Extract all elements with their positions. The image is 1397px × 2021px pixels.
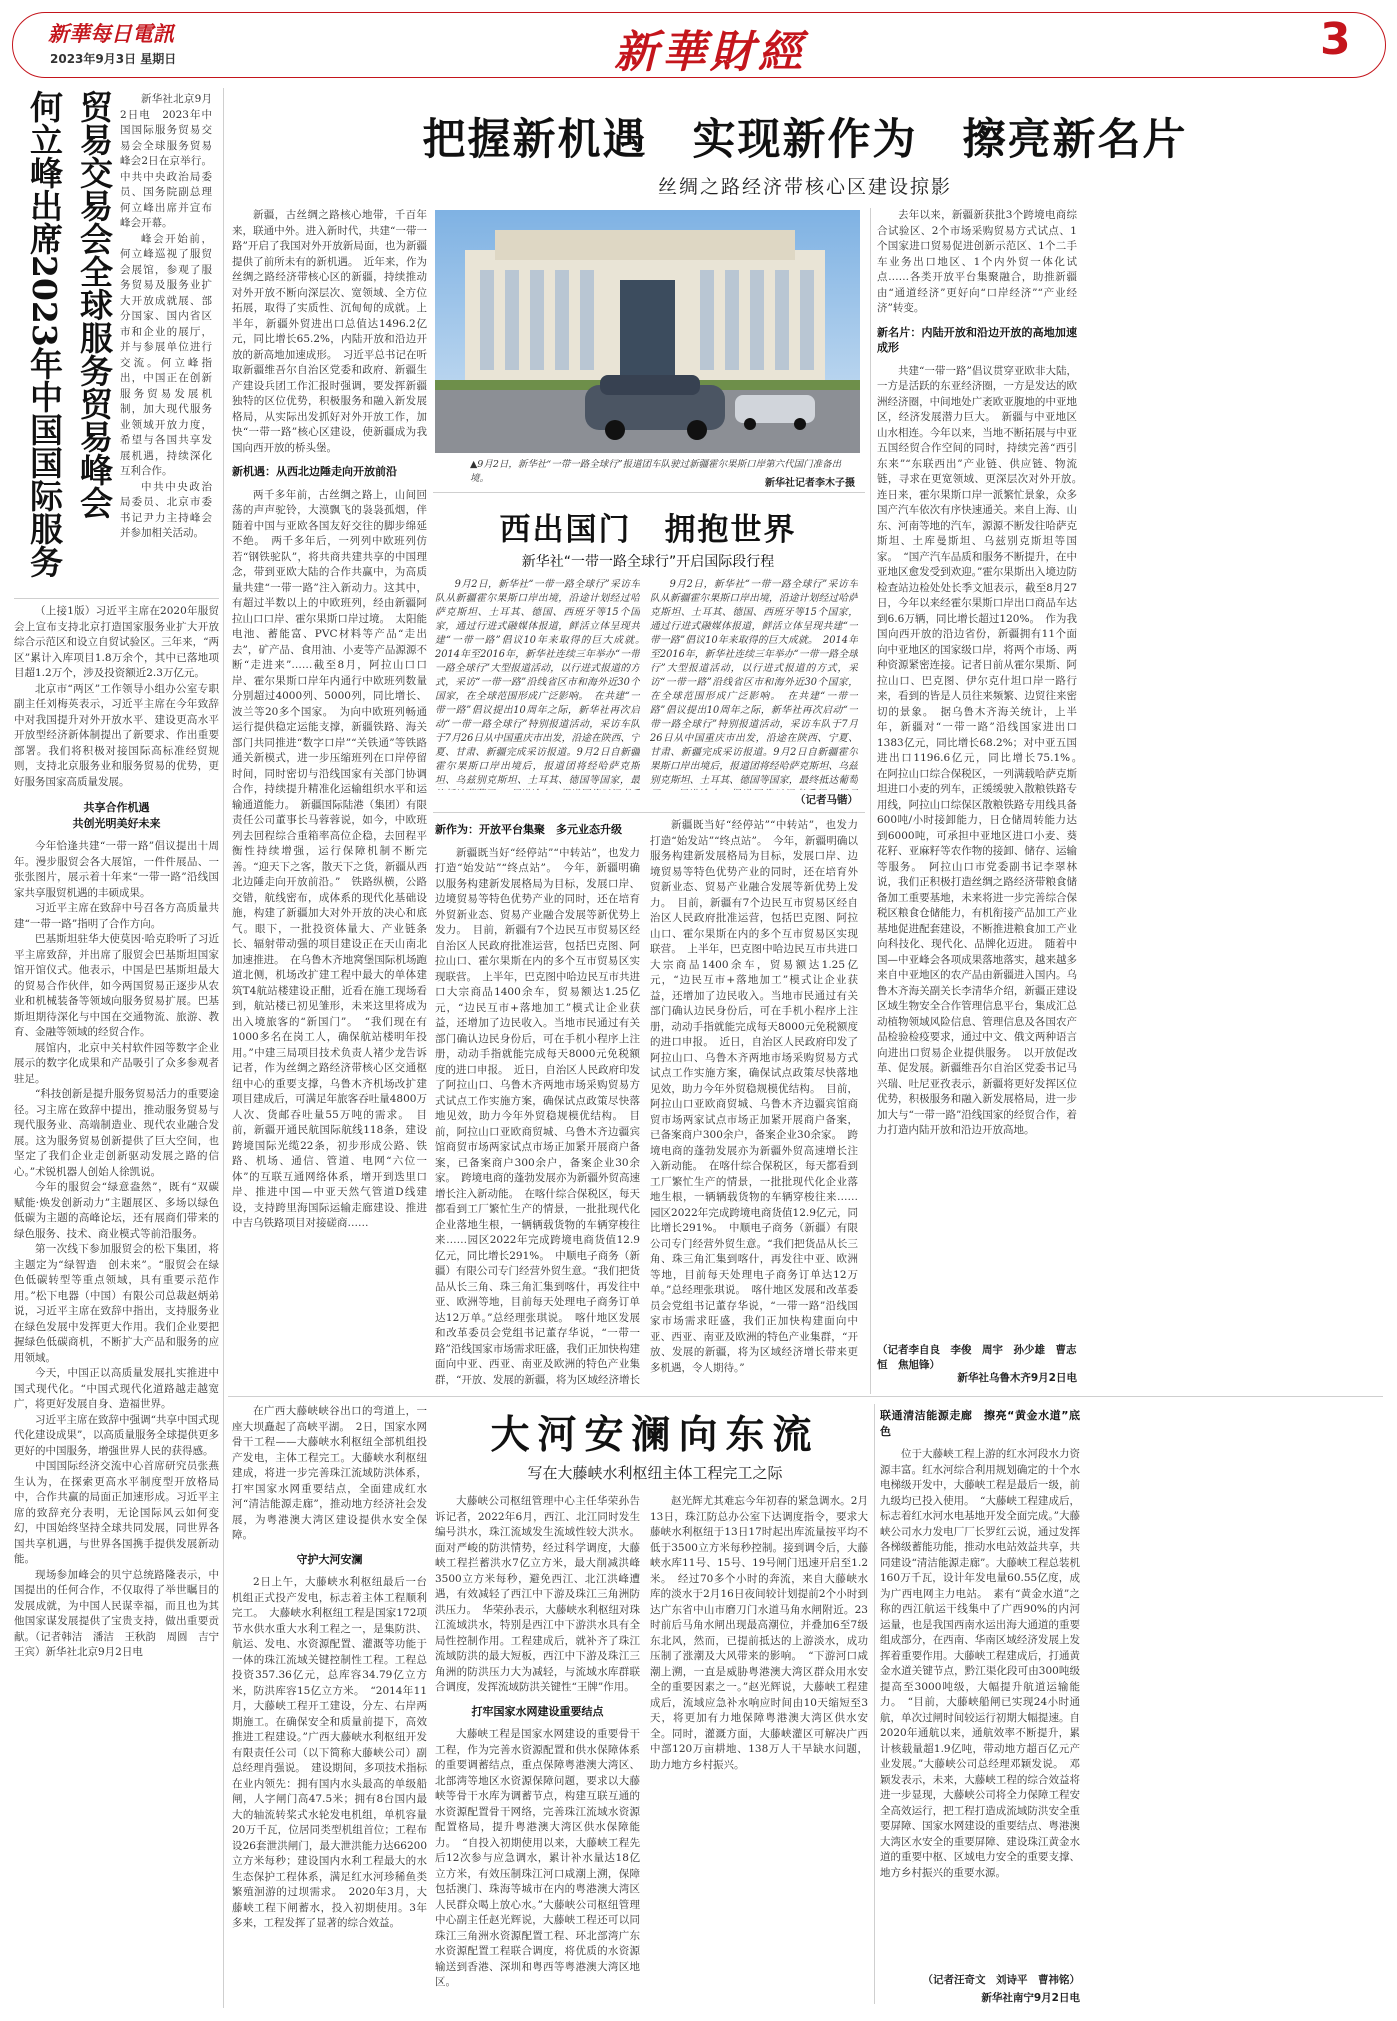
- left-story-para: 北京市“两区”工作领导小组办公室专职副主任刘梅英表示，习近平主席在今年致辞中对我国提升对外开放水平、建设更高水平开放型经济新体制提出了新要求、作出重要部署。我们将积极对接国际高标准经贸规则，支持北京服务业和服务贸易的优势，更好服务国家高质量发展。: [14, 682, 219, 788]
- feature2-subhead: 新作为：开放平台集聚 多元业态升级: [435, 823, 622, 836]
- left-story-para: 巴基斯坦驻华大使莫因·哈克聆听了习近平主席致辞，并出席了服贸会巴基斯坦国家馆开馆仪式。他表示，中国是巴基斯坦最大的贸易合作伙伴，如今两国贸易正逐步从农业和机械装备等领域向服务贸易扩展。巴基斯坦期待深化与中国在交通物流、旅游、教育、金融等领域的经贸合作。: [14, 933, 219, 1038]
- divider: [14, 598, 219, 599]
- left-story-para: 现场参加峰会的贝宁总统路隆表示，中国提出的任何合作，不仅取得了举世瞩目的发展成就，为中国人民谋幸福，而且也为其他国家谋发展提供了宝贵支持，做出重要贡献。（记者韩洁 潘洁 王秋韵 周圆 吉宁 王宾）新华社北京9月2日电: [14, 1568, 219, 1658]
- side-story-para: 峰会开始前，何立峰巡视了服贸会展馆，参观了服务贸易及服务业扩大开放成就展、部分国家、国内省区市和企业的展厅，并与参展单位进行交流。何立峰指出，中国正在创新服务贸易发展机制，加大现代服务业领域开放力度，希望与各国共享发展机遇，持续深化互利合作。: [120, 232, 212, 477]
- feature3-col2: [435, 1494, 640, 2006]
- feature3-para: 在广西大藤峡峡谷出口的弯道上，一座大坝矗起了高峡平湖。 2日，国家水网骨干工程——大藤峡水利枢纽全部机组投产发电，主体工程完工。大藤峡水利枢纽建成，将进一步完善珠江流域防洪体系，打牢国家水网重要结点，全面建成红水河“清洁能源走廊”，推动地方经济社会发展，为粤港澳大湾区建设提供水安全保障。: [232, 1405, 427, 1541]
- left-story-subhead: 共创光明美好未来: [72, 816, 161, 830]
- feature1-para: 共建“一带一路”倡议贯穿亚欧非大陆，一方是活跃的东亚经济圈，一方是发达的欧洲经济圈，中间地处广袤欧亚腹地的中亚地区，经济发展潜力巨大。 新疆与中亚地区山水相连。今年以来，当地不断拓展与中亚五国经贸合作空间的同时，持续完善“西引东来”“东联西出”产业链、供应链、物流链，寻求在更宽领域、更深层次对外开放。 连日来，霍尔果斯口岸一派繁忙景象，众多国产汽车依次有序快速通关。来自上海、山东、河南等地的汽车，源源不断发往哈萨克斯坦、土库曼斯坦、乌兹别克斯坦等国家。 “国产汽车品质和服务不断提升，在中亚地区愈发受到欢迎。”霍尔果斯出入境边防检查站边检处处长季文旭表示，截至8月27日，今年以来经霍尔果斯口岸出口商品车达到6.6万辆，同比增长超过120%。 作为我国向西开放的沿边省份，新疆拥有11个面向中亚地区的国家级口岸，将两个市场、两种资源紧密连接。记者日前从霍尔果斯、阿拉山口、巴克图、伊尔克什坦口岸一路行来，看到的皆是人员往来频繁、边贸往来密切的景象。 据乌鲁木齐海关统计，上半年，新疆对“一带一路”沿线国家进出口1383亿元，同比增长68.2%；对中亚五国进出口1196.6亿元，同比增长75.1%。 在阿拉山口综合保税区，一列满载哈萨克斯坦进口小麦的列车，正缓缓驶入散粮铁路专用线，阿拉山口综保区散粮铁路专用线具备600吨/小时接卸能力，日仓储周转能力达到6000吨，可承担中亚地区进口小麦、葵花籽、亚麻籽等农作物的接卸、储存、运输等服务。 阿拉山口市党委副书记李翠林说，我们正积极打造丝绸之路经济带粮食储备加工重要基地，未来将进一步完善综合保税区粮食仓储能力，有机衔接产品加工产业基地促进配套建设，不断推进粮食加工产业向科技化、现代化、品牌化迈进。 随着中国—中亚峰会各项成果落地落实，越来越多来自中亚地区的农产品由新疆进入国内。乌鲁木齐海关副关长李清华介绍，新疆正建设区域生物安全合作管理信息平台，集成汇总动植物领域风险信息、管理信息及各国农产品检验检疫要求，通过中文、俄文两种语言向进出口贸易企业提供服务。 以开放促改革、促发展。新疆维吾尔自治区党委书记马兴瑞、吐尼亚孜表示，新疆将更好发挥区位优势，积极服务和融入新发展格局，进一步加大与“一带一路”沿线国家的经贸合作，着力打造内陆开放和沿边开放高地。: [877, 364, 1077, 1136]
- divider: [228, 1396, 1383, 1397]
- left-story-para: “科技创新是提升服务贸易活力的重要途径。习主席在致辞中提出，推动服务贸易与现代服务业、高端制造业、现代农业融合发展。这为服务贸易创新提供了巨大空间，也坚定了我们企业走创新驱动发展之路的信心。”术锐机器人创始人徐凯说。: [14, 1088, 219, 1178]
- side-story-para: 中共中央政治局委员、北京市委书记尹力主持峰会并参加相关活动。: [120, 480, 212, 539]
- feature2-headline: 西出国门 拥抱世界: [499, 512, 797, 548]
- feature3-subheadline: 写在大藤峡水利枢纽主体工程完工之际: [527, 1464, 783, 1482]
- feature3-col4: [880, 1404, 1080, 1969]
- left-story-para: 第一次线下参加服贸会的松下集团，将主题定为“绿智造 创未来”。“服贸会在绿色低碳转型等重点领域，具有重要示范作用。”松下电器（中国）有限公司总裁赵炳弟说，习近平主席在致辞中指出，支持服务业在绿色发展中发挥更大作用。我们企业要把握绿色低碳商机，不断扩大产品和服务的应用领域。: [14, 1243, 219, 1364]
- side-story-lead: 新华社北京9月2日电 2023年中国国际服务贸易交易会全球服务贸易峰会2日在京举行。中共中央政治局委员、国务院副总理何立峰出席并宣布峰会开幕。: [120, 93, 212, 229]
- divider: [433, 812, 865, 813]
- feature2-col2: [435, 818, 640, 1388]
- feature2-col2-cont: [650, 818, 858, 1388]
- left-story-para: 今年恰逢共建“一带一路”倡议提出十周年。漫步服贸会各大展馆，一件件展品、一张张图片，展示着十年来“一带一路”沿线国家共享服贸机遇的丰硕成果。: [14, 840, 219, 899]
- feature3-para: 位于大藤峡工程上游的红水河段水力资源丰富。红水河综合利用规划确定的十个水电梯级开发中，大藤峡工程是最后一级，前九级均已投入使用。 “大藤峡工程建成后，标志着红水河水电基地开发全面完成。”大藤峡公司水力发电厂厂长罗红云说，通过发挥各梯级蓄能功能，推动水电站效益共享，共同建设“清洁能源走廊”。大藤峡工程总装机160万千瓦，设计年发电量60.55亿度，成为广西电网主力电站。 素有“黄金水道”之称的西江航运干线集中了广西90%的内河运量，也是我国西南水运出海大通道的重要组成部分，在西南、华南区域经济发展上发挥着重要作用。大藤峡工程建成后，打通黄金水道关键节点，黔江渠化段可由300吨级提高至3000吨级，大幅提升航道运输能力。 “目前，大藤峡船闸已实现24小时通航，单次过闸时间较运行初期大幅提速。自2020年通航以来，通航效率不断提升，累计核载量超1.9亿吨，带动地方超百亿元产业发展。”大藤峡公司总经理邓颖发说。 邓颖发表示，未来，大藤峡工程的综合效益将进一步显现，大藤峡公司将全力保障工程安全高效运行，把工程打造成流域防洪安全重要屏障、国家水网建设的重要结点、粤港澳大湾区水安全的重要屏障、建设珠江黄金水道的重要中枢、区域电力安全的重要支撑、地方乡村振兴的重要水源。: [880, 1448, 1080, 1879]
- feature3-para: 大藤峡公司枢纽管理中心主任华荣孙告诉记者，2022年6月，西江、北江同时发生编号洪水，珠江流域发生流域性较大洪水。面对严峻的防洪情势，经过科学调度，大藤峡工程拦蓄洪水7亿立方米，最大削减洪峰3500立方米每秒，避免西江、北江洪峰遭遇，有效减轻了西江中下游及珠江三角洲防洪压力。 华荣孙表示，大藤峡水利枢纽对珠江流域洪水，特别是西江中下游洪水具有全局性控制作用。工程建成后，就补齐了珠江流域防洪的最大短板，西江中下游及珠江三角洲的防洪压力大为减轻，与流域水库群联合调度，发挥流域防洪关键性“王牌”作用。: [435, 1495, 640, 1693]
- side-story-body: [120, 92, 212, 542]
- feature2-byline: （记者马锴）: [795, 794, 858, 806]
- side-story-title-1: 贸易交易会全球服务贸易峰会: [75, 90, 114, 519]
- feature2-col1-cont: [650, 578, 858, 790]
- feature3-col3: [650, 1494, 868, 2006]
- left-story-para: 今年的服贸会“绿意盎然”，既有“双碳赋能·焕发创新动力”主题展区、多场以绿色低碳为主题的高峰论坛，还有展商们带来的绿色服务、技术、商业模式等前沿服务。: [14, 1181, 219, 1240]
- feature3-subhead: 联通清洁能源走廊 擦亮“黄金水道”底色: [880, 1409, 1080, 1438]
- feature1-photo: [435, 210, 860, 453]
- side-story-title-2: 何立峰出席2023年中国国际服务: [25, 90, 64, 578]
- feature3-col1: [232, 1404, 427, 2006]
- column-rule: [870, 208, 871, 1394]
- left-story-para: 习近平主席在致辞中号召各方高质量共建“一带一路”指明了合作方向。: [14, 902, 219, 930]
- page-number: 3: [1320, 14, 1351, 65]
- paper-name: 新華每日電訊: [48, 21, 174, 46]
- feature1-dateline: 新华社乌鲁木齐9月2日电: [957, 1372, 1077, 1384]
- left-story-body: [14, 604, 219, 2004]
- left-story-subhead: 共享合作机遇: [83, 801, 150, 814]
- left-story-para: 习近平主席在致辞中强调“共享中国式现代化建设成果”，以高质量服务全球提供更多更好的中国服务，增强世界人民的获得感。: [14, 1413, 219, 1457]
- feature1-headline: 把握新机遇 实现新作为 擦亮新名片: [422, 115, 1188, 165]
- feature2-para: 新疆既当好“经停站”“中转站”，也发力打造“始发站”“终点站”。 今年，新疆明确以服务构建新发展格局为目标，发展口岸、边境贸易等特色优势产业的同时，还在培育外贸新业态、贸易产业融合发展等新优势上发力。 目前，新疆有7个边民互市贸易区经自治区人民政府批准运营，包括巴克图、阿拉山口、霍尔果斯在内的多个互市贸易区实现联营。 上半年，巴克图中哈边民互市共进口大宗商品1400余车，贸易额达1.25亿元，“边民互市+落地加工”模式让企业获益，还增加了边民收入。当地市民通过有关部门确认边民身份后，可在手机小程序上注册，动动手指就能完成每天8000元免税额度的进口申报。 近日，自治区人民政府印发了阿拉山口、乌鲁木齐两地市场采购贸易方式试点工作实施方案，确保试点政策尽快落地见效，助力今年外贸稳规模优结构。 目前，阿拉山口亚欧商贸城、乌鲁木齐边疆宾馆商贸市场两家试点市场正加紧开展商户备案，已备案商户300余户，备案企业30余家。 跨境电商的蓬勃发展亦为新疆外贸高速增长注入新动能。 在喀什综合保税区，每天都看到工厂繁忙生产的情景，一批批现代化企业落地生根，一辆辆载货物的车辆穿梭往来……园区2022年完成跨境电商货值12.9亿元，同比增长291%。 中顺电子商务（新疆）有限公司专门经营外贸生意。“我们把货品从长三角、珠三角汇集到喀什，再发往中亚、欧洲等地，目前每天处理电子商务订单达12万单。”总经理张琪说。 喀什地区发展和改革委员会党组书记董存华说，“一带一路”沿线国家市场需求旺盛，我们正加快构建面向中亚、西亚、南亚及欧洲的特色产业集群，“开放、发展的新疆，将为区域经济增长带来更多机遇，令人期待。”: [650, 819, 858, 1374]
- issue-date: 2023年9月3日 星期日: [50, 52, 177, 66]
- feature3-byline: （记者汪奇文 刘诗平 曹祎铭）: [922, 1974, 1080, 1986]
- feature1-photo-credit: 新华社记者李木子摄: [765, 478, 855, 489]
- feature1-subhead: 新机遇：从西北边陲走向开放前沿: [232, 465, 397, 478]
- feature1-col3: [877, 208, 1077, 1338]
- feature3-headline: 大河安澜向东流: [490, 1412, 820, 1458]
- port-gate-illustration: [435, 210, 860, 453]
- feature2-para: 9月2日，新华社“一带一路全球行”采访车队从新疆霍尔果斯口岸出境，沿途计划经过哈萨克斯坦、土耳其、德国、西班牙等15个国家，通过行进式融媒体报道，鲜活立体呈现共建“一带一路”倡议10年来取得的巨大成就。 2014年至2016年，新华社连续三年举办“一带一路全球行”大型报道活动，以行进式报道的方式，采访“一带一路”沿线省区市和海外近30个国家，在全球范围形成广泛影响。 在共建“一带一路”倡议提出10周年之际，新华社再次启动“一带一路全球行”特别报道活动，采访车队于7月26日从中国重庆市出发，沿途在陕西、宁夏、甘肃、新疆完成采访报道。9月2日自新疆霍尔果斯口岸出境后，报道团将经哈萨克斯坦、乌兹别克斯坦、土耳其、德国等国家，最终抵达葡萄: [650, 579, 858, 786]
- feature1-col1: [232, 208, 427, 1388]
- feature1-caption: ▲9月2日，新华社“一带一路全球行”报道团车队驶过新疆霍尔果斯口岸第六代国门准备出境。: [470, 459, 842, 484]
- feature3-subhead: 守护大河安澜: [296, 1552, 363, 1566]
- feature1-para: 两千多年前，古丝绸之路上，山间回荡的声声驼铃，大漠飘飞的袅袅孤烟，伴随着中国与亚欧各国友好交往的脚步绵延不绝。 两千多年后，一列列中欧班列仿若“钢铁驼队”，将共商共建共享的中国理念，带到亚欧大陆的合作共赢中，为高质量共建“一带一路”注入新动力。这其中，有超过半数以上的中欧班列，经由新疆阿拉山口口岸、霍尔果斯口岸过境。 太阳能电池、蓄能富、PVC材料等产品“走出去”，矿产品、食用油、小麦等产品源源不断“走进来”……截至8月，阿拉山口口岸、霍尔果斯口岸年内通行中欧班列数量分别超过4000列、5000列，同比增长、波兰等20多个国家。 为向中欧班列畅通运行提供稳定运能支撑，新疆铁路、海关部门共同推进“数字口岸”“关铁通”等铁路通关新模式，进一步压缩班列在口岸停留时间，同时密切与沿线国家有关部门协调合作，持续提升精准化运输组织水平和运输通道能力。 新疆国际陆港（集团）有限责任公司董事长马蓉蓉说，如今，中欧班列去回程综合重箱率高位企稳，去回程平衡性持续增强，运行保障机制不断完善。“迎天下之客，散天下之货，新疆从西北边陲走向开放前沿。” 铁路纵横，公路交错，航线密布，成体系的现代化基础设施，构建了新疆加大对外开放的决心和底气。眼下，一批投资体量大、产业链条长、辐射带动强的项目建设正在天山南北加速推进。 在乌鲁木齐地窝堡国际机场跑道北侧，机场改扩建工程中最大的单体建筑T4航站楼建设正酣，近看在施工现场看到，航站楼已初见雏形，未来这里将成为出入境旅客的“新国门”。 “我们现在有1000多名在岗工人，确保航站楼明年投用。”中建三局项目技术负责人褚少龙告诉记者，作为丝绸之路经济带核心区交通枢纽中心的重要支撑，乌鲁木齐机场改扩建项目建成后，可满足年旅客吞吐量4800万人次、货邮吞吐量55万吨的需求。 目前，新疆开通民航国际航线118条，建设跨境国际光缆22条，初步形成公路、铁路、机场、通信、管道、电网“六位一体”的互联互通网络体系，增开到迭里口岸、推进中国—中亚天然气管道D线建设，支持跨里海国际运输走廊建设、推进中吉乌铁路项目对接磋商……: [232, 488, 427, 1229]
- feature2-para: 9月2日，新华社“一带一路全球行”采访车队从新疆霍尔果斯口岸出境，沿途计划经过哈萨克斯坦、土耳其、德国、西班牙等15个国家，通过行进式融媒体报道，鲜活立体呈现共建“一带一路”倡议10年来取得的巨大成就。 2014年至2016年，新华社连续三年举办“一带一路全球行”大型报道活动，以行进式报道的方式，采访“一带一路”沿线省区市和海外近30个国家，在全球范围形成广泛影响。 在共建“一带一路”倡议提出10周年之际，新华社再次启动“一带一路全球行”特别报道活动，采访车队于7月26日从中国重庆市出发，沿途在陕西、宁夏、甘肃、新疆完成采访报道。9月2日自新疆霍尔果斯口岸出境后，报道团将经哈萨克斯坦、乌兹别克斯坦、土耳其、德国等国家，最: [435, 579, 640, 786]
- feature2-subheadline: 新华社“一带一路全球行”开启国际段行程: [521, 554, 775, 570]
- feature3-para: 大藤峡工程是国家水网建设的重要骨干工程，作为完善水资源配置和供水保障体系的重要调蓄结点，重点保障粤港澳大湾区、北部湾等地区水资源保障问题，要求以大藤峡等骨干水库为调蓄节点，构建互联互通的水资源配置骨干网络，完善珠江流域水资源配置格局，提升粤港澳大湾区供水保障能力。 “自投入初期使用以来，大藤峡工程先后12次参与应急调水，累计补水量达18亿立方米，有效压制珠江河口咸潮上溯，保障包括澳门、珠海等城市在内的粤港澳大湾区人民群众喝上放心水。”大藤峡公司枢纽管理中心副主任赵光辉说，大藤峡工程还可以同珠江三角洲水资源配置工程、环北部湾广东水资源配置工程联合调度，将优质的水资源输送到香港、深圳和粤西等粤港澳大湾区地区。: [435, 1728, 640, 1988]
- feature2-para: 新疆既当好“经停站”“中转站”，也发力打造“始发站”“终点站”。 今年，新疆明确以服务构建新发展格局为目标，发展口岸、边境贸易等特色优势产业的同时，还在培育外贸新业态、贸易产业融合发展等新优势上发力。 目前，新疆有7个边民互市贸易区经自治区人民政府批准运营，包括巴克图、阿拉山口、霍尔果斯在内的多个互市贸易区实现联营。 上半年，巴克图中哈边民互市共进口大宗商品1400余车，贸易额达1.25亿元，“边民互市+落地加工”模式让企业获益，还增加了边民收入。当地市民通过有关部门确认边民身份后，可在手机小程序上注册，动动手指就能完成每天8000元免税额度的进口申报。 近日，自治区人民政府印发了阿拉山口、乌鲁木齐两地市场采购贸易方式试点工作实施方案，确保试点政策尽快落地见效，助力今年外贸稳规模优结构。 目前，阿拉山口亚欧商贸城、乌鲁木齐边疆宾馆商贸市场两家试点市场正加紧开展商户备案，已备案商户300余户，备案企业30余家。 跨境电商的蓬勃发展亦为新疆外贸高速增长注入新动能。 在喀什综合保税区，每天都看到工厂繁忙生产的情景，一批批现代化企业落地生根，一辆辆载货物的车辆穿梭往来……园区2022年完成跨境电商货值12.9亿元，同比增长291%。 中顺电子商务（新疆）有限公司专门经营外贸生意。“我们把货品从长三角、珠三角汇集到喀什，再发往中亚、欧洲等地，目前每天处理电子商务订单达12万单。”总经理张琪说。 喀什地区发展和改革委员会党组书记董存华说，“一带一路”沿线国家市场需求旺盛，我们正加快构建面向中亚、西亚、南亚及欧洲的特色产业集群，“开放、发展的新疆，将为区域经济增长: [435, 846, 640, 1386]
- left-story-para: 展馆内，北京中关村软件园等数字企业展示的数字化成果和产品吸引了众多参观者驻足。: [14, 1041, 219, 1085]
- feature3-para: 2日上午，大藤峡水利枢纽最后一台机组正式投产发电，标志着主体工程顺利完工。 大藤峡水利枢纽工程是国家172项节水供水重大水利工程之一，是集防洪、航运、发电、水资源配置、灌溉等功能于一体的珠江流域关键控制性工程。工程总投资357.36亿元，总库容34.79亿立方米，防洪库容15亿立方米。 “2014年11月，大藤峡工程开工建设，分左、右岸两期施工。在确保安全和质量前提下，高效推进工程建设。”广西大藤峡水利枢纽开发有限责任公司（以下简称大藤峡公司）副总经理肖强说。 建设期间，多项技术指标在业内领先：拥有国内水头最高的单级船闸，人字闸门高47.5米；拥有8台国内最大的轴流转桨式水轮发电机组，单机容量20万千瓦，位居同类型机组首位；工程布设26套泄洪闸门，最大泄洪能力达66200立方米每秒；建设国内水利工程最大的水生态保护工程体系，满足红水河珍稀鱼类繁殖洄游的过坝需求。 2020年3月，大藤峡工程下闸蓄水，投入初期使用。3年多来，工程发挥了显著的综合效益。: [232, 1576, 427, 1929]
- feature3-para: 赵光辉尤其难忘今年初春的紧急调水。2月13日，珠江防总办公室下达调度指令，要求大藤峡水利枢纽于13日17时起出库流量按平均不低于3500立方米每秒控制。接到调令后，大藤峡水库11号、15号、19号闸门迅速开启至1.2米。 经过70多个小时的奔流，来自大藤峡水库的淡水于2月16日夜间较计划提前2个小时到达广东省中山市磨刀门水道马角水闸附近。23时前后马角水闸出现最高潮位，并叠加6至7级东北风，然而，已提前抵达的上游淡水，成功压制了涨潮及大风带来的影响。 “下游河口咸潮上溯，一直是威胁粤港澳大湾区群众用水安全的重要因素之一。”赵光辉说，大藤峡工程建成后，流域应急补水响应时间由10天缩短至3天，将更加有力地保障粤港澳大湾区供水安全。同时，灌溉方面，大藤峡灌区可解决广西中部120万亩耕地、138万人干旱缺水问题，助力地方乡村振兴。: [650, 1495, 868, 1771]
- feature1-para: 新疆，古丝绸之路核心地带，千百年来，联通中外。进入新时代，共建“一带一路”开启了我国对外开放新局面，也为新疆提供了前所未有的新机遇。 近年来，作为丝绸之路经济带核心区的新疆，持续推动对外开放不断向深层次、宽领域、全方位拓展，取得了实质性、沉甸甸的成就。上半年，新疆外贸进出口总值达1496.2亿元，同比增长65.2%，内陆开放和沿边开放的新高地加速成形。 习近平总书记在听取新疆维吾尔自治区党委和政府、新疆生产建设兵团工作汇报时强调，要发挥新疆独特的区位优势，积极服务和融入新发展格局，从实际出发抓好对外开放工作，加快“一带一路”核心区建设，使新疆成为我国向西开放的桥头堡。: [232, 209, 427, 454]
- feature1-subhead: 新名片：内陆开放和沿边开放的高地加速成形: [877, 325, 1077, 354]
- left-story-para: （上接1版）习近平主席在2020年服贸会上宣布支持北京打造国家服务业扩大开放综合示范区和设立自贸试验区。三年来，“两区”累计入库项目1.8万余个，其中已落地项目超1.2万个，涉及投资额近2.3万亿元。: [14, 605, 219, 679]
- feature1-para: 去年以来，新疆新获批3个跨境电商综合试验区、2个市场采购贸易方式试点、1个国家进口贸易促进创新示范区、1个二手车业务出口地区、1个内外贸一体化试点……各类开放平台集聚融合，助推新疆由“通道经济”更好向“口岸经济”“产业经济”转变。: [877, 209, 1077, 314]
- feature2-col1: [435, 578, 640, 790]
- feature1-subheadline: 丝绸之路经济带核心区建设掠影: [657, 176, 952, 198]
- divider: [433, 492, 865, 493]
- left-story-para: 今天，中国正以高质量发展扎实推进中国式现代化。“中国式现代化道路越走越宽广，将更好发展自身、造福世界。: [14, 1367, 219, 1410]
- feature3-subhead: 打牢国家水网建设重要结点: [471, 1704, 604, 1718]
- column-rule: [223, 88, 224, 2008]
- column-rule: [874, 1404, 875, 2004]
- section-title: 新華財經: [614, 27, 806, 78]
- feature3-dateline: 新华社南宁9月2日电: [981, 1992, 1080, 2004]
- feature1-byline: （记者李自良 李俊 周宇 孙少雄 曹志恒 焦旭锋）: [877, 1344, 1077, 1371]
- left-story-para: 中国国际经济交流中心首席研究员张燕生认为，在探索更高水平制度型开放格局中，合作共赢的局面正加速形成。习近平主席的致辞充分表明，无论国际风云如何变幻，中国始终坚持全球共同发展，同世界各国共享机遇，与世界各国携手提供发展新动能。: [14, 1460, 219, 1565]
